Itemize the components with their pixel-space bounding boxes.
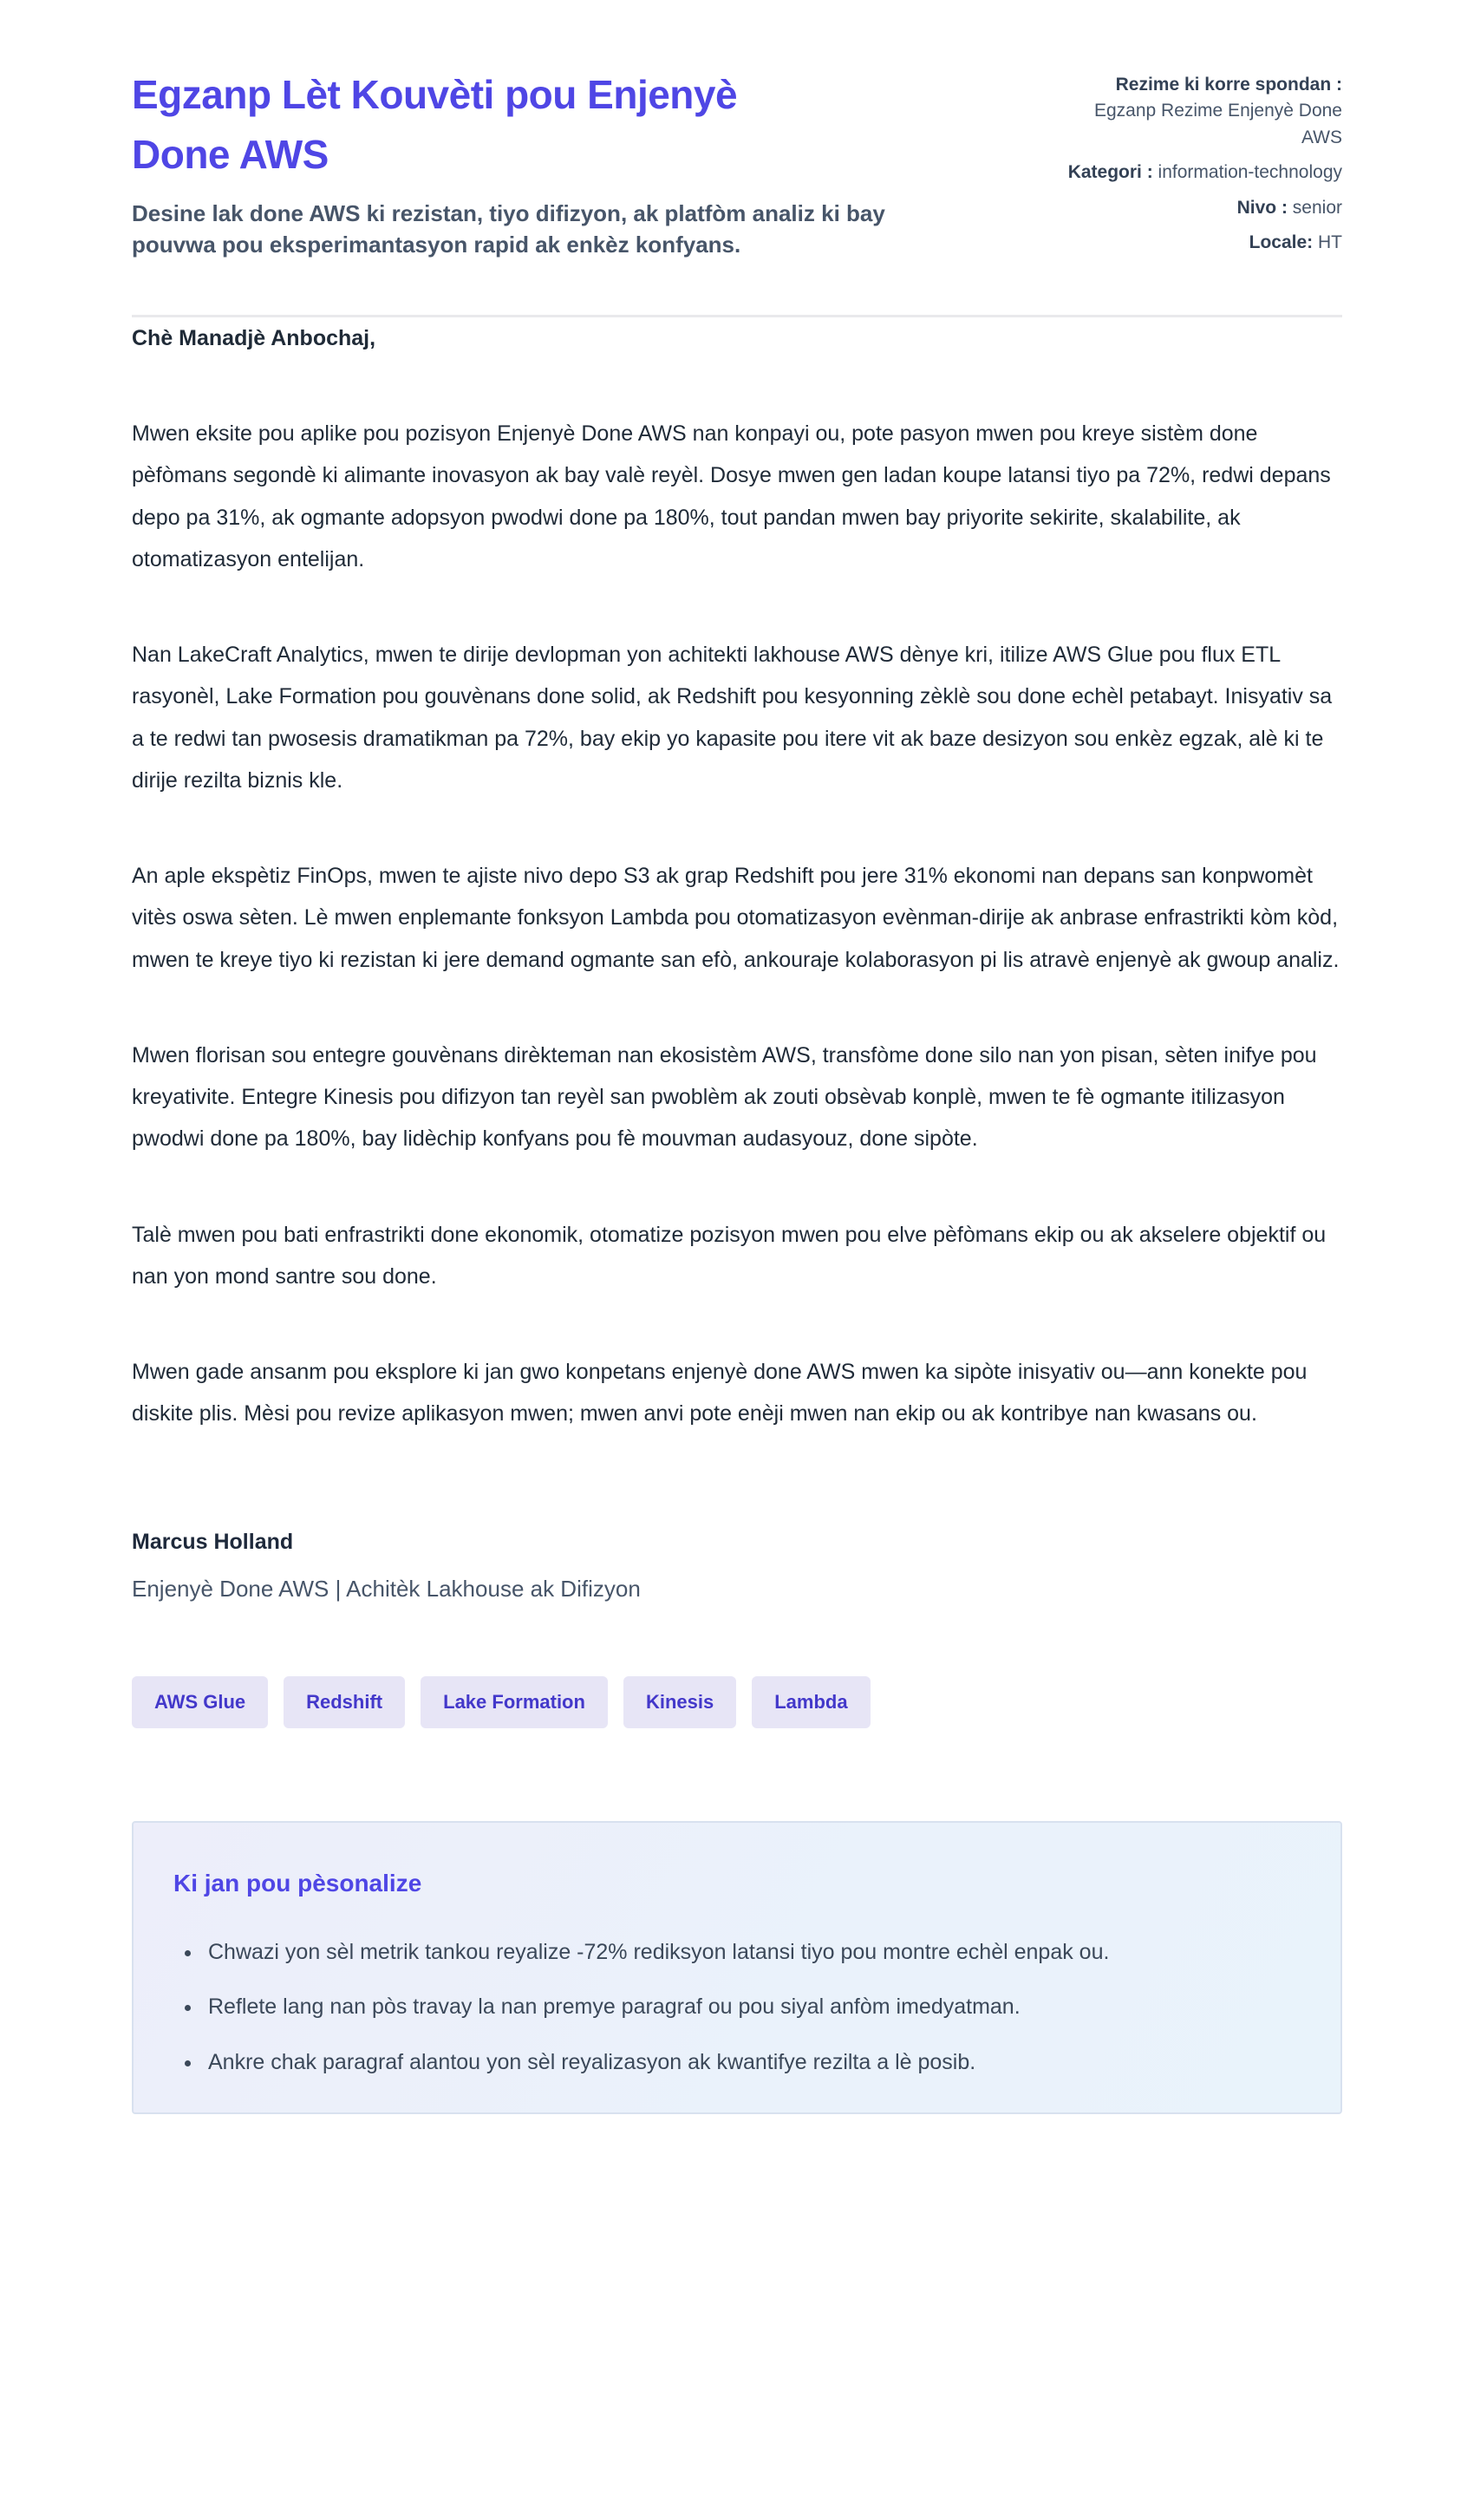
letter-paragraph: Nan LakeCraft Analytics, mwen te dirije devlopman yon achitekti lakhouse AWS dènye kri, itilize AWS Glue pou flux ETL rasyonèl, Lake Formation pou gouvènans done solid, ak Redshift pou kesyonning zèklè sou done echèl petabayt. Inisyativ sa a te redwi tan pwosesis dramatikman pa 72%, bay ekip yo kapasite pou itere vit ak baze desizyon sou enkèz egzak, alè ki te dirije rezilta biznis kle. <box>132 643 1333 793</box>
tips-card <box>132 1821 1342 2114</box>
meta-row <box>1056 160 1342 186</box>
greeting: Chè Manadjè Anbochaj, <box>132 325 376 350</box>
meta-row <box>1056 72 1342 151</box>
meta-value: information-technology <box>1158 162 1342 183</box>
tag-list <box>132 1676 1342 1728</box>
letter-paragraph: Mwen gade ansanm pou eksplore ki jan gwo konpetans enjenyè done AWS mwen ka sipòte inisyativ ou—ann konekte pou diskite plis. Mèsi pou revize aplikasyon mwen; mwen anvi pote enèji mwen nan ekip ou ak kontribye nan kwasans ou. <box>132 1360 1308 1426</box>
meta-label: Nivo : <box>1236 197 1288 218</box>
meta-row <box>1056 230 1342 256</box>
content-container <box>132 0 1342 2200</box>
tag-badge: Kinesis <box>623 1676 736 1728</box>
signature-name: Marcus Holland <box>132 1529 294 1554</box>
tips-item: • Reflete lang nan pòs travay la nan premye paragraf ou pou siyal anfòm imedyatman. <box>203 1987 1301 2028</box>
tag-badge: Redshift <box>284 1676 405 1728</box>
letter-paragraph: Mwen florisan sou entegre gouvènans dirèkteman nan ekosistèm AWS, transfòme done silo nan yon pisan, sèten inifye pou kreyativite. Entegre Kinesis pou difizyon tan reyèl san pwoblèm ak zouti obsèvab konplè, mwen te fè ogmante itilizasyon pwodwi done pa 180%, bay lidèchip konfyans pou fè mouvman audasyouz, done sipòte. <box>132 1042 1317 1152</box>
letter-body <box>132 317 1342 1435</box>
meta-label: Rezime ki korre spondan : <box>1115 75 1342 95</box>
signature-block <box>132 1522 1342 1611</box>
tag-badge: Lambda <box>752 1676 870 1728</box>
meta-label: Kategori : <box>1067 162 1153 183</box>
header-meta <box>1056 72 1342 265</box>
letter-paragraph: Talè mwen pou bati enfrastrikti done ekonomik, otomatize pozisyon mwen pou elve pèfòmans ekip ou ak akselere objektif ou nan yon mond santre sou done. <box>132 1222 1327 1289</box>
meta-label: Locale: <box>1249 232 1314 253</box>
meta-value: Egzanp Rezime Enjenyè Done AWS <box>1093 101 1342 147</box>
meta-value: senior <box>1292 197 1342 218</box>
signature-role: Enjenyè Done AWS | Achitèk Lakhouse ak Difizyon <box>132 1576 641 1602</box>
tag-badge: AWS Glue <box>132 1676 268 1728</box>
letter-paragraph: Mwen eksite pou aplike pou pozisyon Enjenyè Done AWS nan konpayi ou, pote pasyon mwen pou kreye sistèm done pèfòmans segondè ki alimante inovasyon ak bay valè reyèl. Dosye mwen gen ladan koupe latansi tiyo pa 72%, redwi depans depo pa 31%, ak ogmante adopsyon pwodwi done pa 180%, tout pandan mwen bay priyorite sekirite, skalabilite, ak otomatizasyon entelijan. <box>132 421 1331 571</box>
tips-title: Ki jan pou pèsonalize <box>173 1870 422 1897</box>
letter-paragraphs <box>132 413 1342 1435</box>
tips-list <box>173 1932 1301 2084</box>
meta-row <box>1056 195 1342 221</box>
page-title: Egzanp Lèt Kouvèti pou Enjenyè Done AWS <box>132 72 738 177</box>
tips-item: • Chwazi yon sèl metrik tankou reyalize -72% rediksyon latansi tiyo pou montre echèl enpak ou. <box>203 1932 1301 1974</box>
header <box>132 65 1342 278</box>
page-subtitle: Desine lak done AWS ki rezistan, tiyo difizyon, ak platfòm analiz ki bay pouvwa pou eksperimantasyon rapid ak enkèz konfyans. <box>132 200 885 258</box>
tag-badge: Lake Formation <box>421 1676 608 1728</box>
meta-value: HT <box>1318 232 1342 253</box>
tips-item: • Ankre chak paragraf alantou yon sèl reyalizasyon ak kwantifye rezilta a lè posib. <box>203 2042 1301 2084</box>
header-left <box>132 65 895 278</box>
letter-paragraph: An aple ekspètiz FinOps, mwen te ajiste nivo depo S3 ak grap Redshift pou jere 31% ekonomi nan depans san konpwomèt vitès oswa sèten. Lè mwen enplemante fonksyon Lambda pou otomatizasyon evènman-dirije ak anbrase enfrastrikti kòm kòd, mwen te kreye tiyo ki rezistan ki jere demand ogmante san efò, ankouraje kolaborasyon pi lis atravè enjenyè ak gwoup analiz. <box>132 864 1340 972</box>
